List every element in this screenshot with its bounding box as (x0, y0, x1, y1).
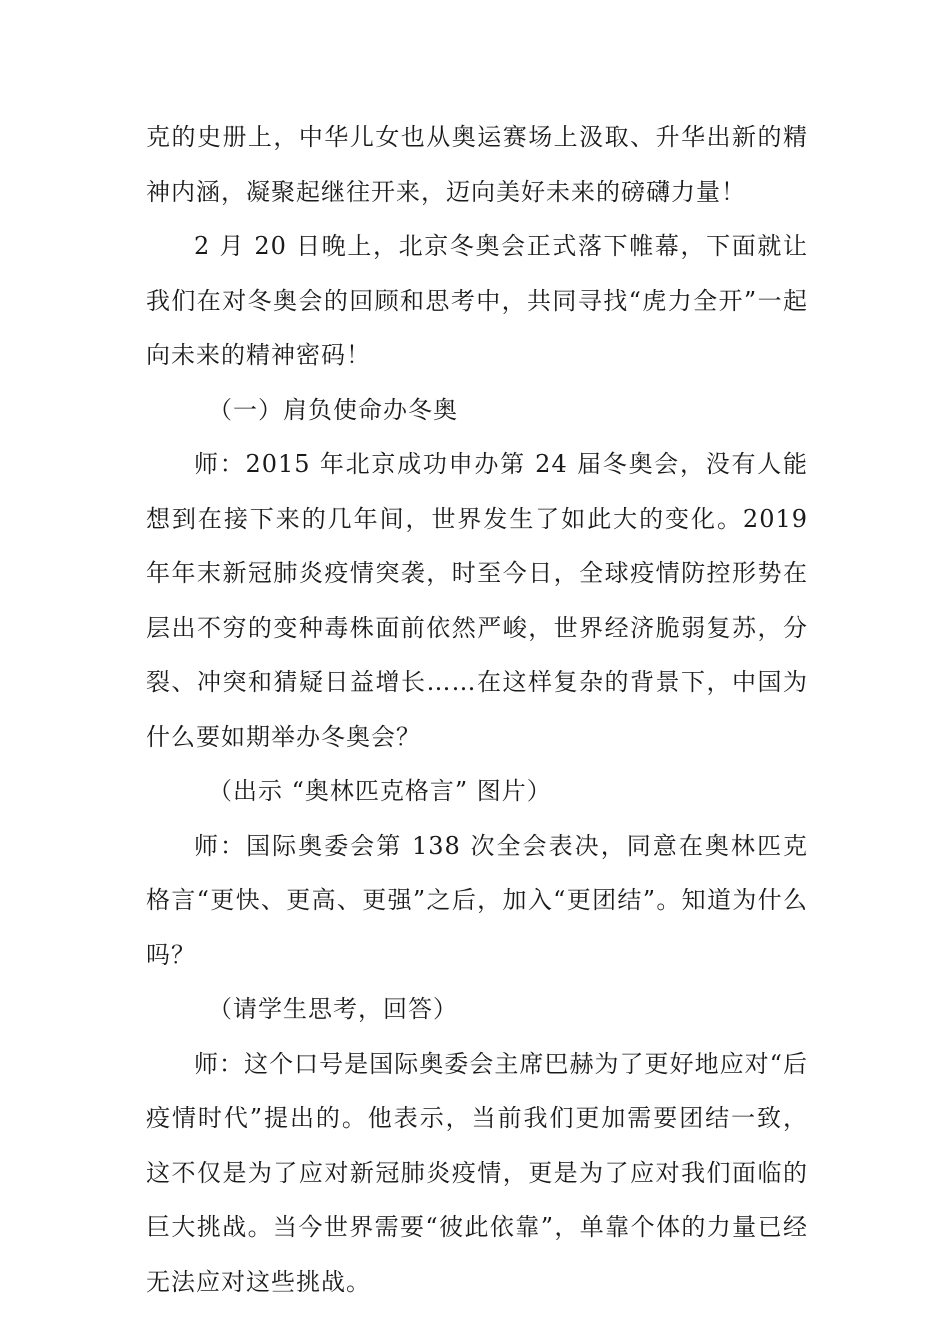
section-heading: （一）肩负使命办冬奥 (208, 395, 458, 424)
paragraph-teacher-bach: 师：这个口号是国际奥委会主席巴赫为了更好地应对“后疫情时代”提出的。他表示，当前我们更加需要团结一致，这不仅是为了应对新冠肺炎疫情，更是为了应对我们面临的巨大挑战。当今世界需要“彼此依靠”，单靠个体的力量已经无法应对这些挑战。 (146, 1049, 808, 1296)
paragraph-continuation: 克的史册上，中华儿女也从奥运赛场上汲取、升华出新的精神内涵，凝聚起继往开来，迈向美好未来的磅礴力量！ (146, 123, 808, 206)
stage-direction-students-answer: （请学生思考，回答） (208, 995, 458, 1023)
paragraph-teacher-motto: 师：国际奥委会第 138 次全会表决，同意在奥林匹克格言“更快、更高、更强”之后，加入“更团结”。知道为什么吗？ (146, 831, 808, 969)
paragraph-teacher-bid: 师：2015 年北京成功申办第 24 届冬奥会，没有人能想到在接下来的几年间，世界发生了如此大的变化。2019 年年末新冠肺炎疫情突袭，时至今日，全球疫情防控形势在层出不穷的变种毒株面前依然严峻，世界经济脆弱复苏，分裂、冲突和猜疑日益增长……在这样复杂的背景下，中国为什么要如期举办冬奥会？ (146, 450, 808, 751)
stage-direction-show-motto: （出示 “奥林匹克格言” 图片） (208, 777, 552, 805)
document-body (146, 110, 808, 1309)
paragraph-closing-ceremony: 2 月 20 日晚上，北京冬奥会正式落下帷幕，下面就让我们在对冬奥会的回顾和思考中，共同寻找“虎力全开”一起向未来的精神密码！ (146, 232, 808, 369)
